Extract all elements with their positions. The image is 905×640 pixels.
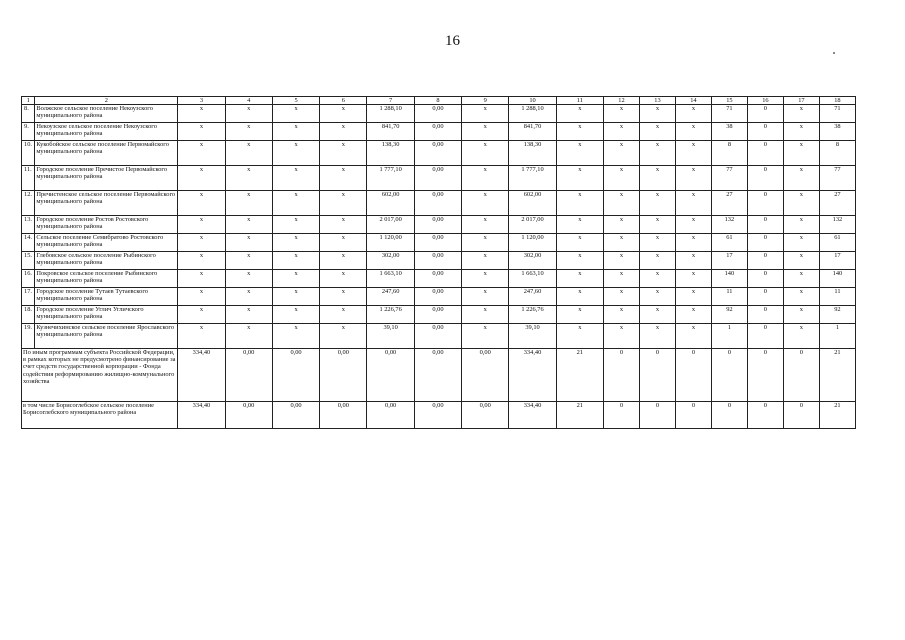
scan-speck (833, 52, 835, 54)
cell-c10: 138,30 (509, 141, 556, 166)
cell-c18: 77 (819, 166, 855, 191)
cell-c6: х (320, 191, 367, 216)
table-row (22, 234, 856, 252)
summary-row (22, 402, 856, 429)
cell-c18: 38 (819, 123, 855, 141)
column-number-10: 10 (509, 97, 556, 105)
cell-c8: 0,00 (414, 324, 461, 349)
cell-c18: 21 (819, 349, 855, 402)
cell-c12: 0 (603, 349, 639, 402)
cell-c4: х (225, 234, 272, 252)
cell-c10: 1 663,10 (509, 270, 556, 288)
cell-c8: 0,00 (414, 306, 461, 324)
cell-c13: х (639, 324, 675, 349)
cell-c9: х (462, 105, 509, 123)
summary-label: По иным программам субъекта Российской Федерации, в рамках которых не предусмотрено финансирование за счет средств государственной корпорации - Фонда содействия реформированию жилищно-коммунального хозяйства (22, 349, 178, 402)
cell-c15: 92 (711, 306, 747, 324)
cell-c9: х (462, 252, 509, 270)
cell-c16: 0 (747, 141, 783, 166)
cell-c7: 1 288,10 (367, 105, 414, 123)
cell-c11: х (556, 216, 603, 234)
cell-c11: х (556, 252, 603, 270)
row-number: 18. (22, 306, 35, 324)
cell-c11: х (556, 234, 603, 252)
cell-c7: 602,00 (367, 191, 414, 216)
cell-c9: х (462, 191, 509, 216)
cell-c14: х (675, 324, 711, 349)
cell-c6: 0,00 (320, 349, 367, 402)
cell-c10: 841,70 (509, 123, 556, 141)
cell-c17: 0 (783, 402, 819, 429)
cell-c4: х (225, 288, 272, 306)
cell-c17: х (783, 324, 819, 349)
cell-c15: 11 (711, 288, 747, 306)
summary-row (22, 349, 856, 402)
cell-c6: х (320, 270, 367, 288)
cell-c8: 0,00 (414, 234, 461, 252)
column-number-15: 15 (711, 97, 747, 105)
table-row (22, 166, 856, 191)
row-number: 10. (22, 141, 35, 166)
cell-c5: х (272, 288, 319, 306)
cell-c14: х (675, 141, 711, 166)
settlement-name: Городское поселение Пречистое Первомайского муниципального района (35, 166, 178, 191)
cell-c8: 0,00 (414, 123, 461, 141)
row-number: 13. (22, 216, 35, 234)
cell-c6: х (320, 288, 367, 306)
cell-c11: 21 (556, 349, 603, 402)
cell-c12: х (603, 191, 639, 216)
column-number-12: 12 (603, 97, 639, 105)
cell-c18: 17 (819, 252, 855, 270)
settlement-name: Глебовское сельское поселение Рыбинского муниципального района (35, 252, 178, 270)
column-number-6: 6 (320, 97, 367, 105)
cell-c6: х (320, 141, 367, 166)
cell-c5: х (272, 234, 319, 252)
cell-c16: 0 (747, 166, 783, 191)
settlement-name: Городское поселение Углич Угличского муниципального района (35, 306, 178, 324)
cell-c16: 0 (747, 105, 783, 123)
column-number-1: 1 (22, 97, 35, 105)
cell-c13: х (639, 191, 675, 216)
cell-c3: 334,40 (178, 349, 225, 402)
cell-c6: х (320, 324, 367, 349)
cell-c6: х (320, 234, 367, 252)
cell-c14: х (675, 105, 711, 123)
cell-c18: 21 (819, 402, 855, 429)
cell-c18: 11 (819, 288, 855, 306)
row-number: 19. (22, 324, 35, 349)
cell-c13: х (639, 166, 675, 191)
cell-c9: 0,00 (462, 349, 509, 402)
column-number-4: 4 (225, 97, 272, 105)
cell-c14: х (675, 252, 711, 270)
settlement-name: Кузнечихинское сельское поселение Ярославского муниципального района (35, 324, 178, 349)
row-number: 12. (22, 191, 35, 216)
cell-c16: 0 (747, 123, 783, 141)
cell-c13: х (639, 216, 675, 234)
column-number-7: 7 (367, 97, 414, 105)
cell-c10: 334,40 (509, 349, 556, 402)
cell-c3: х (178, 123, 225, 141)
cell-c4: х (225, 166, 272, 191)
cell-c4: х (225, 105, 272, 123)
settlement-name: Некоузское сельское поселение Некоузского муниципального района (35, 123, 178, 141)
cell-c18: 61 (819, 234, 855, 252)
cell-c8: 0,00 (414, 252, 461, 270)
cell-c5: х (272, 105, 319, 123)
cell-c17: х (783, 288, 819, 306)
cell-c12: х (603, 166, 639, 191)
column-number-16: 16 (747, 97, 783, 105)
cell-c7: 1 226,76 (367, 306, 414, 324)
cell-c7: 1 777,10 (367, 166, 414, 191)
cell-c14: 0 (675, 402, 711, 429)
cell-c6: х (320, 123, 367, 141)
cell-c5: х (272, 270, 319, 288)
cell-c16: 0 (747, 191, 783, 216)
cell-c7: 1 120,00 (367, 234, 414, 252)
cell-c15: 8 (711, 141, 747, 166)
cell-c10: 302,00 (509, 252, 556, 270)
cell-c17: х (783, 306, 819, 324)
cell-c17: х (783, 270, 819, 288)
column-number-9: 9 (462, 97, 509, 105)
cell-c17: х (783, 234, 819, 252)
cell-c4: х (225, 270, 272, 288)
column-number-row (22, 97, 856, 105)
cell-c9: х (462, 141, 509, 166)
cell-c4: х (225, 123, 272, 141)
data-table (21, 96, 856, 429)
row-number: 17. (22, 288, 35, 306)
cell-c10: 1 288,10 (509, 105, 556, 123)
cell-c15: 61 (711, 234, 747, 252)
column-number-18: 18 (819, 97, 855, 105)
cell-c5: х (272, 166, 319, 191)
cell-c5: 0,00 (272, 402, 319, 429)
cell-c5: 0,00 (272, 349, 319, 402)
table-row (22, 141, 856, 166)
cell-c9: х (462, 234, 509, 252)
cell-c14: х (675, 234, 711, 252)
row-number: 14. (22, 234, 35, 252)
table-row (22, 252, 856, 270)
cell-c17: х (783, 252, 819, 270)
cell-c17: х (783, 141, 819, 166)
column-number-17: 17 (783, 97, 819, 105)
cell-c15: 77 (711, 166, 747, 191)
column-number-8: 8 (414, 97, 461, 105)
cell-c8: 0,00 (414, 105, 461, 123)
cell-c13: 0 (639, 349, 675, 402)
cell-c4: х (225, 141, 272, 166)
cell-c18: 92 (819, 306, 855, 324)
cell-c8: 0,00 (414, 216, 461, 234)
cell-c8: 0,00 (414, 349, 461, 402)
settlement-name: Пречистенское сельское поселение Первомайского муниципального района (35, 191, 178, 216)
cell-c3: х (178, 141, 225, 166)
cell-c12: х (603, 216, 639, 234)
cell-c12: х (603, 141, 639, 166)
cell-c17: х (783, 216, 819, 234)
cell-c11: х (556, 105, 603, 123)
cell-c11: х (556, 166, 603, 191)
cell-c4: х (225, 191, 272, 216)
cell-c3: х (178, 191, 225, 216)
cell-c12: 0 (603, 402, 639, 429)
cell-c10: 2 017,00 (509, 216, 556, 234)
cell-c12: х (603, 234, 639, 252)
table-row (22, 105, 856, 123)
cell-c16: 0 (747, 216, 783, 234)
cell-c12: х (603, 252, 639, 270)
cell-c11: х (556, 324, 603, 349)
cell-c16: 0 (747, 324, 783, 349)
cell-c10: 602,00 (509, 191, 556, 216)
row-number: 11. (22, 166, 35, 191)
cell-c14: 0 (675, 349, 711, 402)
row-number: 16. (22, 270, 35, 288)
cell-c8: 0,00 (414, 270, 461, 288)
table-row (22, 270, 856, 288)
cell-c16: 0 (747, 306, 783, 324)
cell-c7: 247,60 (367, 288, 414, 306)
cell-c16: 0 (747, 270, 783, 288)
cell-c7: 138,30 (367, 141, 414, 166)
cell-c12: х (603, 306, 639, 324)
cell-c12: х (603, 105, 639, 123)
cell-c6: х (320, 166, 367, 191)
cell-c10: 1 120,00 (509, 234, 556, 252)
cell-c3: х (178, 252, 225, 270)
cell-c18: 27 (819, 191, 855, 216)
cell-c15: 71 (711, 105, 747, 123)
cell-c3: 334,40 (178, 402, 225, 429)
cell-c7: 39,10 (367, 324, 414, 349)
cell-c5: х (272, 191, 319, 216)
row-number: 9. (22, 123, 35, 141)
cell-c17: х (783, 105, 819, 123)
cell-c13: х (639, 234, 675, 252)
cell-c10: 1 226,76 (509, 306, 556, 324)
cell-c5: х (272, 123, 319, 141)
cell-c11: х (556, 306, 603, 324)
column-number-13: 13 (639, 97, 675, 105)
cell-c4: х (225, 216, 272, 234)
settlement-name: Кукобойское сельское поселение Первомайского муниципального района (35, 141, 178, 166)
table-row (22, 306, 856, 324)
table-row (22, 216, 856, 234)
cell-c17: х (783, 191, 819, 216)
cell-c7: 302,00 (367, 252, 414, 270)
settlement-name: Покровское сельское поселение Рыбинского муниципального района (35, 270, 178, 288)
cell-c15: 132 (711, 216, 747, 234)
row-number: 15. (22, 252, 35, 270)
row-number: 8. (22, 105, 35, 123)
cell-c10: 334,40 (509, 402, 556, 429)
cell-c7: 2 017,00 (367, 216, 414, 234)
cell-c15: 17 (711, 252, 747, 270)
cell-c11: х (556, 191, 603, 216)
cell-c12: х (603, 288, 639, 306)
cell-c4: 0,00 (225, 349, 272, 402)
cell-c13: х (639, 270, 675, 288)
cell-c9: х (462, 288, 509, 306)
cell-c13: х (639, 252, 675, 270)
cell-c7: 0,00 (367, 349, 414, 402)
column-number-5: 5 (272, 97, 319, 105)
cell-c17: х (783, 166, 819, 191)
cell-c13: х (639, 123, 675, 141)
cell-c3: х (178, 105, 225, 123)
cell-c8: 0,00 (414, 191, 461, 216)
cell-c3: х (178, 270, 225, 288)
cell-c9: х (462, 166, 509, 191)
cell-c15: 38 (711, 123, 747, 141)
cell-c12: х (603, 123, 639, 141)
cell-c8: 0,00 (414, 402, 461, 429)
cell-c8: 0,00 (414, 141, 461, 166)
cell-c11: х (556, 141, 603, 166)
cell-c13: х (639, 141, 675, 166)
cell-c16: 0 (747, 402, 783, 429)
cell-c16: 0 (747, 234, 783, 252)
cell-c5: х (272, 141, 319, 166)
cell-c11: х (556, 123, 603, 141)
table-row (22, 123, 856, 141)
settlement-name: Волжское сельское поселение Некоузского муниципального района (35, 105, 178, 123)
cell-c9: 0,00 (462, 402, 509, 429)
cell-c14: х (675, 123, 711, 141)
cell-c9: х (462, 270, 509, 288)
cell-c5: х (272, 324, 319, 349)
cell-c16: 0 (747, 252, 783, 270)
cell-c9: х (462, 306, 509, 324)
cell-c18: 71 (819, 105, 855, 123)
cell-c16: 0 (747, 349, 783, 402)
cell-c14: х (675, 288, 711, 306)
cell-c13: х (639, 288, 675, 306)
cell-c11: х (556, 270, 603, 288)
cell-c15: 0 (711, 402, 747, 429)
cell-c9: х (462, 123, 509, 141)
column-number-2: 2 (35, 97, 178, 105)
cell-c17: х (783, 123, 819, 141)
cell-c17: 0 (783, 349, 819, 402)
cell-c14: х (675, 216, 711, 234)
summary-label: в том числе Борисоглебское сельское поселение Борисоглебского муниципального района (22, 402, 178, 429)
cell-c18: 1 (819, 324, 855, 349)
cell-c4: х (225, 306, 272, 324)
cell-c13: х (639, 306, 675, 324)
cell-c15: 27 (711, 191, 747, 216)
table-row (22, 191, 856, 216)
cell-c5: х (272, 306, 319, 324)
cell-c6: х (320, 216, 367, 234)
cell-c16: 0 (747, 288, 783, 306)
cell-c5: х (272, 252, 319, 270)
cell-c12: х (603, 270, 639, 288)
cell-c15: 0 (711, 349, 747, 402)
cell-c11: 21 (556, 402, 603, 429)
cell-c4: 0,00 (225, 402, 272, 429)
cell-c10: 39,10 (509, 324, 556, 349)
cell-c6: х (320, 105, 367, 123)
cell-c6: х (320, 252, 367, 270)
cell-c18: 140 (819, 270, 855, 288)
cell-c3: х (178, 324, 225, 349)
settlement-name: Городское поселение Тутаев Тутаевского муниципального района (35, 288, 178, 306)
cell-c4: х (225, 252, 272, 270)
table-row (22, 288, 856, 306)
cell-c7: 0,00 (367, 402, 414, 429)
column-number-11: 11 (556, 97, 603, 105)
settlement-name: Городское поселение Ростов Ростовского муниципального района (35, 216, 178, 234)
cell-c14: х (675, 306, 711, 324)
cell-c7: 841,70 (367, 123, 414, 141)
cell-c3: х (178, 216, 225, 234)
column-number-14: 14 (675, 97, 711, 105)
cell-c7: 1 663,10 (367, 270, 414, 288)
cell-c11: х (556, 288, 603, 306)
cell-c5: х (272, 216, 319, 234)
cell-c8: 0,00 (414, 166, 461, 191)
cell-c12: х (603, 324, 639, 349)
cell-c13: х (639, 105, 675, 123)
cell-c4: х (225, 324, 272, 349)
cell-c6: х (320, 306, 367, 324)
cell-c10: 247,60 (509, 288, 556, 306)
cell-c10: 1 777,10 (509, 166, 556, 191)
cell-c18: 132 (819, 216, 855, 234)
page-number: 16 (445, 33, 460, 49)
column-number-3: 3 (178, 97, 225, 105)
cell-c14: х (675, 166, 711, 191)
cell-c8: 0,00 (414, 288, 461, 306)
cell-c6: 0,00 (320, 402, 367, 429)
cell-c13: 0 (639, 402, 675, 429)
cell-c3: х (178, 306, 225, 324)
cell-c9: х (462, 324, 509, 349)
cell-c15: 140 (711, 270, 747, 288)
cell-c9: х (462, 216, 509, 234)
cell-c14: х (675, 270, 711, 288)
cell-c14: х (675, 191, 711, 216)
cell-c3: х (178, 234, 225, 252)
cell-c18: 8 (819, 141, 855, 166)
cell-c15: 1 (711, 324, 747, 349)
table-row (22, 324, 856, 349)
cell-c3: х (178, 166, 225, 191)
cell-c3: х (178, 288, 225, 306)
settlement-name: Сельское поселение Семибратово Ростовского муниципального района (35, 234, 178, 252)
